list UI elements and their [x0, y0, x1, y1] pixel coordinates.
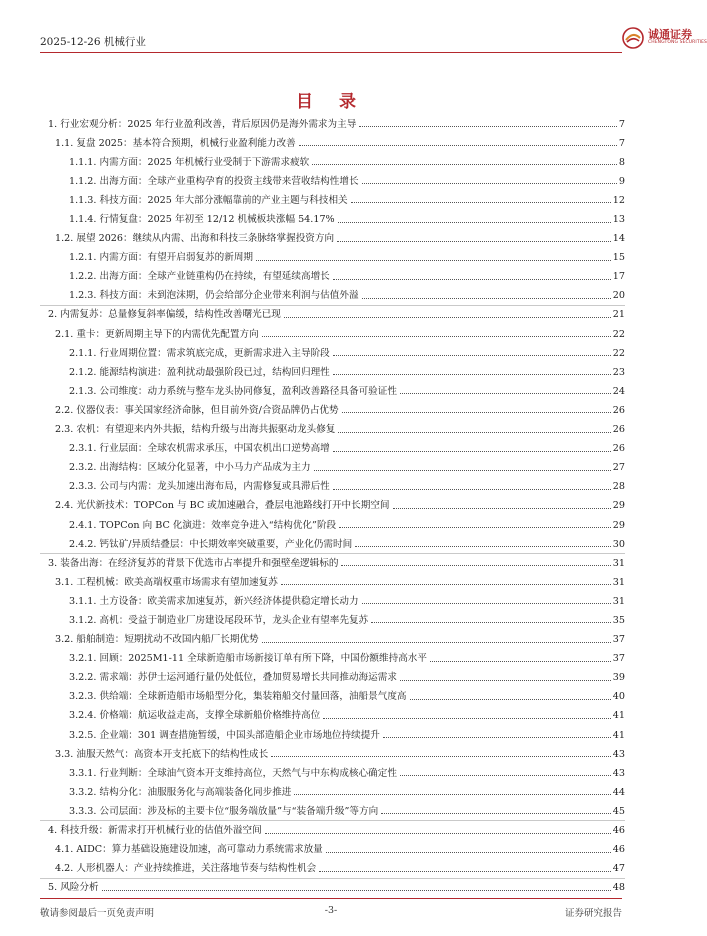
toc-entry-page: 15: [612, 252, 625, 264]
toc-entry[interactable]: [40, 362, 625, 381]
toc-entry-title: 3.1.2. 高机：受益于制造业厂房建设尾段环节，龙头企业有望率先复苏: [69, 614, 369, 626]
toc-entry-page: 21: [612, 309, 625, 321]
toc-dot-leader: [338, 425, 610, 433]
toc-entry-title: 2. 内需复苏：总量修复斜率偏缓，结构性改善曙光已现: [48, 309, 281, 321]
toc-entry-page: 37: [612, 653, 625, 665]
toc-entry-page: 13: [612, 214, 625, 226]
toc-entry-title: 1.1.2. 出海方面：全球产业重构孕育的投资主线带来营收结构性增长: [69, 175, 359, 187]
toc-entry-page: 31: [612, 595, 625, 607]
toc-entry-title: 2.1.2. 能源结构演进：盈利扰动最强阶段已过，结构回归理性: [69, 366, 330, 378]
toc-entry-title: 4.2. 人形机器人：产业持续推进，关注落地节奏与结构性机会: [55, 863, 317, 875]
toc-entry-title: 3.2.2. 需求端：苏伊士运河通行量仍处低位，叠加贸易增长共同推动海运需求: [69, 672, 397, 684]
toc-entry[interactable]: [40, 553, 625, 572]
toc-entry[interactable]: [40, 763, 625, 782]
toc-dot-leader: [342, 405, 611, 413]
toc-entry-title: 1.1.1. 内需方面：2025 年机械行业受制于下游需求疲软: [69, 156, 310, 168]
logo-text-en: CHENGTONG SECURITIES: [648, 40, 707, 45]
toc-entry[interactable]: [40, 458, 625, 477]
toc-dot-leader: [339, 520, 611, 528]
toc-entry[interactable]: [40, 534, 625, 553]
toc-entry-title: 3.2.3. 供给端：全球新造船市场船型分化，集装箱船交付量回落，油船景气度高: [69, 691, 407, 703]
toc-dot-leader: [381, 806, 611, 814]
toc-entry-page: 29: [612, 519, 625, 531]
toc-dot-leader: [312, 157, 617, 165]
toc-entry-page: 26: [612, 404, 625, 416]
toc-entry-title: 3.2.1. 回顾：2025M1-11 全球新造船市场新接订单有所下降，中国份额维持高水平: [69, 653, 427, 665]
toc-entry[interactable]: [40, 610, 625, 629]
toc-dot-leader: [326, 845, 611, 853]
toc-dot-leader: [314, 463, 611, 471]
toc-entry-title: 1.1.4. 行情复盘：2025 年初至 12/12 机械板块涨幅 54.17%: [69, 214, 335, 226]
toc-entry-page: 7: [618, 118, 625, 130]
toc-dot-leader: [362, 176, 617, 184]
toc-entry-page: 28: [612, 481, 625, 493]
toc-entry[interactable]: [40, 152, 625, 171]
toc-entry-page: 46: [612, 825, 625, 837]
toc-dot-leader: [271, 749, 611, 757]
toc-dot-leader: [333, 348, 611, 356]
toc-entry[interactable]: [40, 439, 625, 458]
toc-entry-page: 41: [612, 710, 625, 722]
toc-entry[interactable]: [40, 515, 625, 534]
toc-dot-leader: [323, 711, 611, 719]
toc-entry-title: 2.1. 重卡：更新周期主导下的内需优先配置方向: [55, 328, 259, 340]
toc-entry-title: 2.3.1. 行业层面：全球农机需求承压，中国农机出口逆势高增: [69, 443, 330, 455]
toc-entry-page: 17: [612, 271, 625, 283]
toc-entry[interactable]: [40, 248, 625, 267]
toc-entry-title: 1.2.2. 出海方面：全球产业链重构仍在持续，有望延续高增长: [69, 271, 330, 283]
toc-dot-leader: [393, 501, 611, 509]
toc-entry[interactable]: [40, 649, 625, 668]
toc-entry[interactable]: [40, 190, 625, 209]
toc-entry-title: 2.3. 农机：有望迎来内外共振，结构升级与出海共振驱动龙头修复: [55, 424, 336, 436]
toc-dot-leader: [355, 539, 611, 547]
toc-entry-page: 35: [612, 614, 625, 626]
toc-dot-leader: [400, 768, 611, 776]
toc-entry[interactable]: [40, 801, 625, 820]
toc-entry[interactable]: [40, 687, 625, 706]
toc-entry[interactable]: [40, 820, 625, 839]
toc-entry[interactable]: [40, 668, 625, 687]
toc-entry-title: 3.3. 油服天然气：高资本开支托底下的结构性成长: [55, 748, 269, 760]
toc-entry-page: 40: [612, 691, 625, 703]
toc-dot-leader: [102, 883, 611, 891]
toc-entry[interactable]: [40, 840, 625, 859]
toc-entry[interactable]: [40, 496, 625, 515]
toc-entry[interactable]: [40, 630, 625, 649]
header-date-sector: 2025-12-26 机械行业: [40, 36, 146, 48]
toc-entry-title: 3.1.1. 土方设备：欧美需求加速复苏，新兴经济体提供稳定增长动力: [69, 595, 359, 607]
toc-dot-leader: [294, 787, 610, 795]
toc-entry-page: 48: [612, 882, 625, 894]
toc-dot-leader: [284, 310, 611, 318]
toc-entry[interactable]: [40, 744, 625, 763]
toc-entry-page: 41: [612, 729, 625, 741]
toc-entry-title: 3.3.1. 行业判断：全球油气资本开支维持高位，天然气与中东构成核心确定性: [69, 767, 397, 779]
toc-entry-page: 29: [612, 500, 625, 512]
toc-entry-page: 12: [612, 194, 625, 206]
toc-entry[interactable]: [40, 209, 625, 228]
page-footer: [40, 898, 622, 919]
toc-entry-page: 27: [612, 462, 625, 474]
toc-dot-leader: [338, 215, 611, 223]
toc-entry[interactable]: [40, 324, 625, 343]
toc-entry-title: 2.1.3. 公司维度：动力系统与整车龙头协同修复，盈利改善路径具备可验证性: [69, 385, 397, 397]
footer-report-type: 证券研究报告: [564, 908, 622, 919]
toc-dot-leader: [371, 615, 611, 623]
toc-entry-title: 2.4.1. TOPCon 向 BC 化演进：效率竞争进入“结构优化”阶段: [69, 519, 337, 531]
table-of-contents: [40, 114, 625, 897]
toc-entry-page: 46: [612, 844, 625, 856]
toc-entry[interactable]: [40, 706, 625, 725]
toc-entry-page: 47: [612, 863, 625, 875]
toc-entry-title: 2.2. 仪器仪表：事关国家经济命脉，但目前外资/合资品牌仍占优势: [55, 404, 339, 416]
toc-dot-leader: [256, 253, 611, 261]
toc-entry-page: 23: [612, 366, 625, 378]
toc-dot-leader: [400, 673, 611, 681]
toc-entry-page: 45: [612, 805, 625, 817]
toc-dot-leader: [333, 272, 611, 280]
toc-entry[interactable]: [40, 343, 625, 362]
toc-dot-leader: [383, 730, 611, 738]
toc-dot-leader: [265, 826, 611, 834]
toc-dot-leader: [430, 654, 611, 662]
toc-entry[interactable]: [40, 572, 625, 591]
toc-entry[interactable]: [40, 782, 625, 801]
toc-entry-page: 37: [612, 634, 625, 646]
toc-dot-leader: [262, 635, 611, 643]
toc-entry-title: 2.4. 光伏新技术：TOPCon 与 BC 或加速融合，叠层电池路线打开中长期空间: [55, 500, 390, 512]
toc-entry[interactable]: [40, 477, 625, 496]
toc-entry-title: 1.2.1. 内需方面：有望开启弱复苏的新周期: [69, 252, 254, 264]
toc-entry[interactable]: [40, 305, 625, 324]
toc-entry-title: 1.1. 复盘 2025：基本符合预期，机械行业盈利能力改善: [55, 137, 296, 149]
toc-dot-leader: [351, 195, 611, 203]
toc-entry-title: 3.2.5. 企业端：301 调查措施暂缓，中国头部造船企业市场地位持续提升: [69, 729, 380, 741]
toc-entry[interactable]: [40, 725, 625, 744]
toc-entry-title: 3.1. 工程机械：欧美高端权重市场需求有望加速复苏: [55, 576, 278, 588]
toc-dot-leader: [333, 367, 611, 375]
toc-dot-leader: [299, 138, 617, 146]
toc-entry-page: 20: [612, 290, 625, 302]
toc-entry[interactable]: [40, 133, 625, 152]
toc-entry-title: 1.2. 展望 2026：继续从内需、出海和科技三条脉络掌握投资方向: [55, 233, 335, 245]
toc-entry-page: 43: [612, 767, 625, 779]
toc-dot-leader: [359, 119, 617, 127]
toc-entry-page: 24: [612, 385, 625, 397]
toc-entry[interactable]: [40, 267, 625, 286]
toc-entry-page: 31: [612, 557, 625, 569]
toc-entry-title: 1. 行业宏观分析：2025 年行业盈利改善，背后原因仍是海外需求为主导: [48, 118, 357, 130]
toc-entry-title: 2.3.2. 出海结构：区域分化显著，中小马力产品成为主力: [69, 462, 311, 474]
toc-entry-page: 26: [612, 424, 625, 436]
toc-entry[interactable]: [40, 229, 625, 248]
toc-entry-title: 2.4.2. 钙钛矿/异质结叠层：中长期效率突破重要，产业化仍需时间: [69, 538, 353, 550]
toc-entry-page: 7: [618, 137, 625, 149]
toc-entry[interactable]: [40, 591, 625, 610]
toc-entry-title: 2.3.3. 公司与内需：龙头加速出海布局，内需修复或具滞后性: [69, 481, 330, 493]
footer-page-number: -3-: [324, 905, 338, 916]
toc-dot-leader: [281, 577, 611, 585]
toc-entry-page: 14: [612, 233, 625, 245]
toc-entry[interactable]: [40, 114, 625, 133]
page-header: [40, 28, 707, 53]
footer-disclaimer: 敬请参阅最后一页免责声明: [40, 908, 155, 919]
toc-entry-title: 4.1. AIDC：算力基础设施建设加速，高可靠动力系统需求放量: [55, 844, 323, 856]
toc-dot-leader: [410, 692, 611, 700]
toc-entry-page: 22: [612, 347, 625, 359]
toc-entry[interactable]: [40, 859, 625, 878]
toc-dot-leader: [400, 386, 611, 394]
toc-entry-page: 26: [612, 443, 625, 455]
toc-entry-title: 3.2. 船舶制造：短期扰动不改国内船厂长期优势: [55, 634, 259, 646]
toc-dot-leader: [362, 291, 611, 299]
toc-entry-title: 3. 装备出海：在经济复苏的背景下优选市占率提升和强壁垒逻辑标的: [48, 557, 339, 569]
toc-entry[interactable]: [40, 878, 625, 897]
toc-entry-page: 22: [612, 328, 625, 340]
toc-entry-title: 1.1.3. 科技方面：2025 年大部分涨幅靠前的产业主题与科技相关: [69, 194, 348, 206]
toc-entry[interactable]: [40, 381, 625, 400]
toc-entry-title: 2.1.1. 行业周期位置：需求筑底完成，更新需求进入主导阶段: [69, 347, 330, 359]
toc-dot-leader: [333, 482, 611, 490]
toc-dot-leader: [333, 444, 611, 452]
toc-dot-leader: [341, 558, 610, 566]
logo-emblem-icon: [622, 27, 644, 49]
toc-entry[interactable]: [40, 420, 625, 439]
toc-dot-leader: [337, 234, 611, 242]
toc-entry[interactable]: [40, 400, 625, 419]
toc-entry-page: 9: [618, 175, 625, 187]
toc-entry-title: 3.3.3. 公司层面：涉及标的主要卡位“服务端放量”与“装备端升级”等方向: [69, 805, 379, 817]
toc-entry[interactable]: [40, 171, 625, 190]
toc-dot-leader: [362, 596, 611, 604]
toc-entry-title: 1.2.3. 科技方面：未到泡沫期，仍会给部分企业带来利润与估值外溢: [69, 290, 359, 302]
toc-entry-title: 5. 风险分析: [48, 882, 99, 894]
logo-text-cn: 诚通证券: [648, 28, 692, 41]
toc-entry-page: 31: [612, 576, 625, 588]
page-title: 目 录: [296, 92, 366, 112]
toc-entry-page: 30: [612, 538, 625, 550]
toc-entry-title: 4. 科技升级：新需求打开机械行业的估值外溢空间: [48, 825, 262, 837]
toc-entry-page: 39: [612, 672, 625, 684]
toc-entry-page: 43: [612, 748, 625, 760]
toc-entry[interactable]: [40, 286, 625, 305]
toc-entry-page: 44: [612, 786, 625, 798]
toc-dot-leader: [262, 329, 611, 337]
toc-entry-title: 3.3.2. 结构分化：油服服务化与高端装备化同步推进: [69, 786, 292, 798]
toc-entry-title: 3.2.4. 价格端：航运收益走高，支撑全球新船价格维持高位: [69, 710, 321, 722]
toc-entry-page: 8: [618, 156, 625, 168]
toc-dot-leader: [319, 864, 611, 872]
